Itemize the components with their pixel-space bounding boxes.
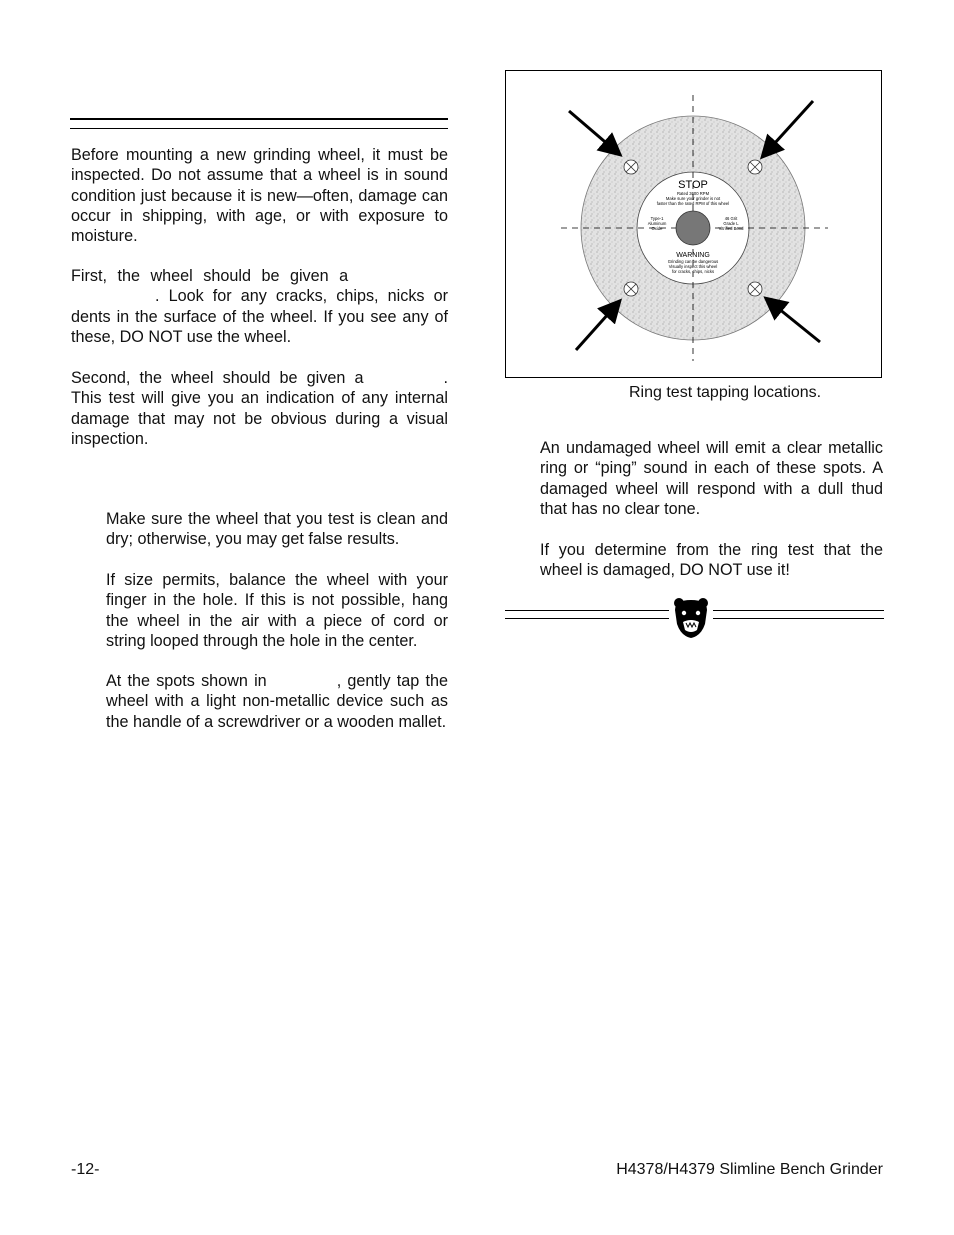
tap-mark-bottom-left	[624, 282, 638, 296]
manual-title: H4378/H4379 Slimline Bench Grinder	[616, 1161, 883, 1178]
svg-text:Visually inspect this wheel: Visually inspect this wheel	[668, 264, 718, 269]
step-2-text: If size permits, balance the wheel with your finger in the hole. If this is not possible, hang the wheel in the air with a piece of cord or string looped through the hole in the center.	[106, 571, 448, 650]
visual-inspection-paragraph: First, the wheel should be given a . Look for any cracks, chips, nicks or dents in the surface of the wheel. If you see any of these, DO NOT use the wheel.	[71, 267, 448, 346]
svg-text:Type-1: Type-1	[650, 216, 664, 221]
page-number: -12-	[71, 1161, 100, 1178]
svg-text:STOP: STOP	[678, 179, 708, 191]
result-paragraph-1: An undamaged wheel will emit a clear metallic ring or “ping” sound in each of these spots. A damaged wheel will respond with a dull thud that has no clear tone.	[540, 439, 883, 518]
svg-text:Make sure your grinder is not: Make sure your grinder is not	[665, 196, 721, 201]
step-3-text: At the spots shown in , gently tap the wheel with a light non-metallic device such as the handle of a screwdriver or a wooden mallet.	[106, 672, 448, 731]
svg-text:Aluminum: Aluminum	[647, 221, 667, 226]
section-heading-rule	[70, 118, 448, 129]
bear-logo-icon	[671, 596, 711, 640]
figure-caption: Ring test tapping locations.	[629, 384, 822, 401]
svg-text:46 Grit: 46 Grit	[724, 216, 738, 221]
svg-text:Vitrified Bond: Vitrified Bond	[718, 226, 744, 231]
tap-mark-top-right	[748, 160, 762, 174]
svg-text:WARNING: WARNING	[676, 252, 710, 259]
arrow-bottom-left	[576, 303, 618, 350]
arrow-bottom-right	[768, 300, 820, 342]
tap-mark-bottom-right	[748, 282, 762, 296]
arrow-top-left	[569, 111, 618, 153]
svg-text:Oxide: Oxide	[651, 226, 663, 231]
ring-test-paragraph: Second, the wheel should be given a . This test will give you an indication of any internal damage that may not be obvious during a visual inspection.	[71, 369, 448, 448]
arbor-hole	[676, 211, 710, 245]
section-end-rule	[505, 596, 884, 640]
svg-text:faster than the rated RPM of t: faster than the rated RPM of this wheel	[656, 201, 730, 206]
result-paragraph-2: If you determine from the ring test that the wheel is damaged, DO NOT use it!	[540, 541, 883, 580]
grinding-wheel-illustration	[506, 71, 883, 379]
tap-mark-top-left	[624, 160, 638, 174]
intro-paragraph: Before mounting a new grinding wheel, it must be inspected. Do not assume that a wheel is in sound condition just because it is new—often, damage can occur in shipping, with age, or with exposure to moisture.	[71, 146, 448, 246]
step-1-text: Make sure the wheel that you test is clean and dry; otherwise, you may get false results.	[106, 510, 448, 549]
arrow-top-right	[764, 101, 813, 155]
ring-test-figure	[505, 70, 882, 378]
svg-text:Grade L: Grade L	[723, 221, 739, 226]
svg-text:for cracks, chips, nicks: for cracks, chips, nicks	[671, 269, 715, 274]
svg-text:Grinding can be dangerous: Grinding can be dangerous	[667, 259, 719, 264]
svg-text:Rated 3600 RPM: Rated 3600 RPM	[676, 191, 710, 196]
